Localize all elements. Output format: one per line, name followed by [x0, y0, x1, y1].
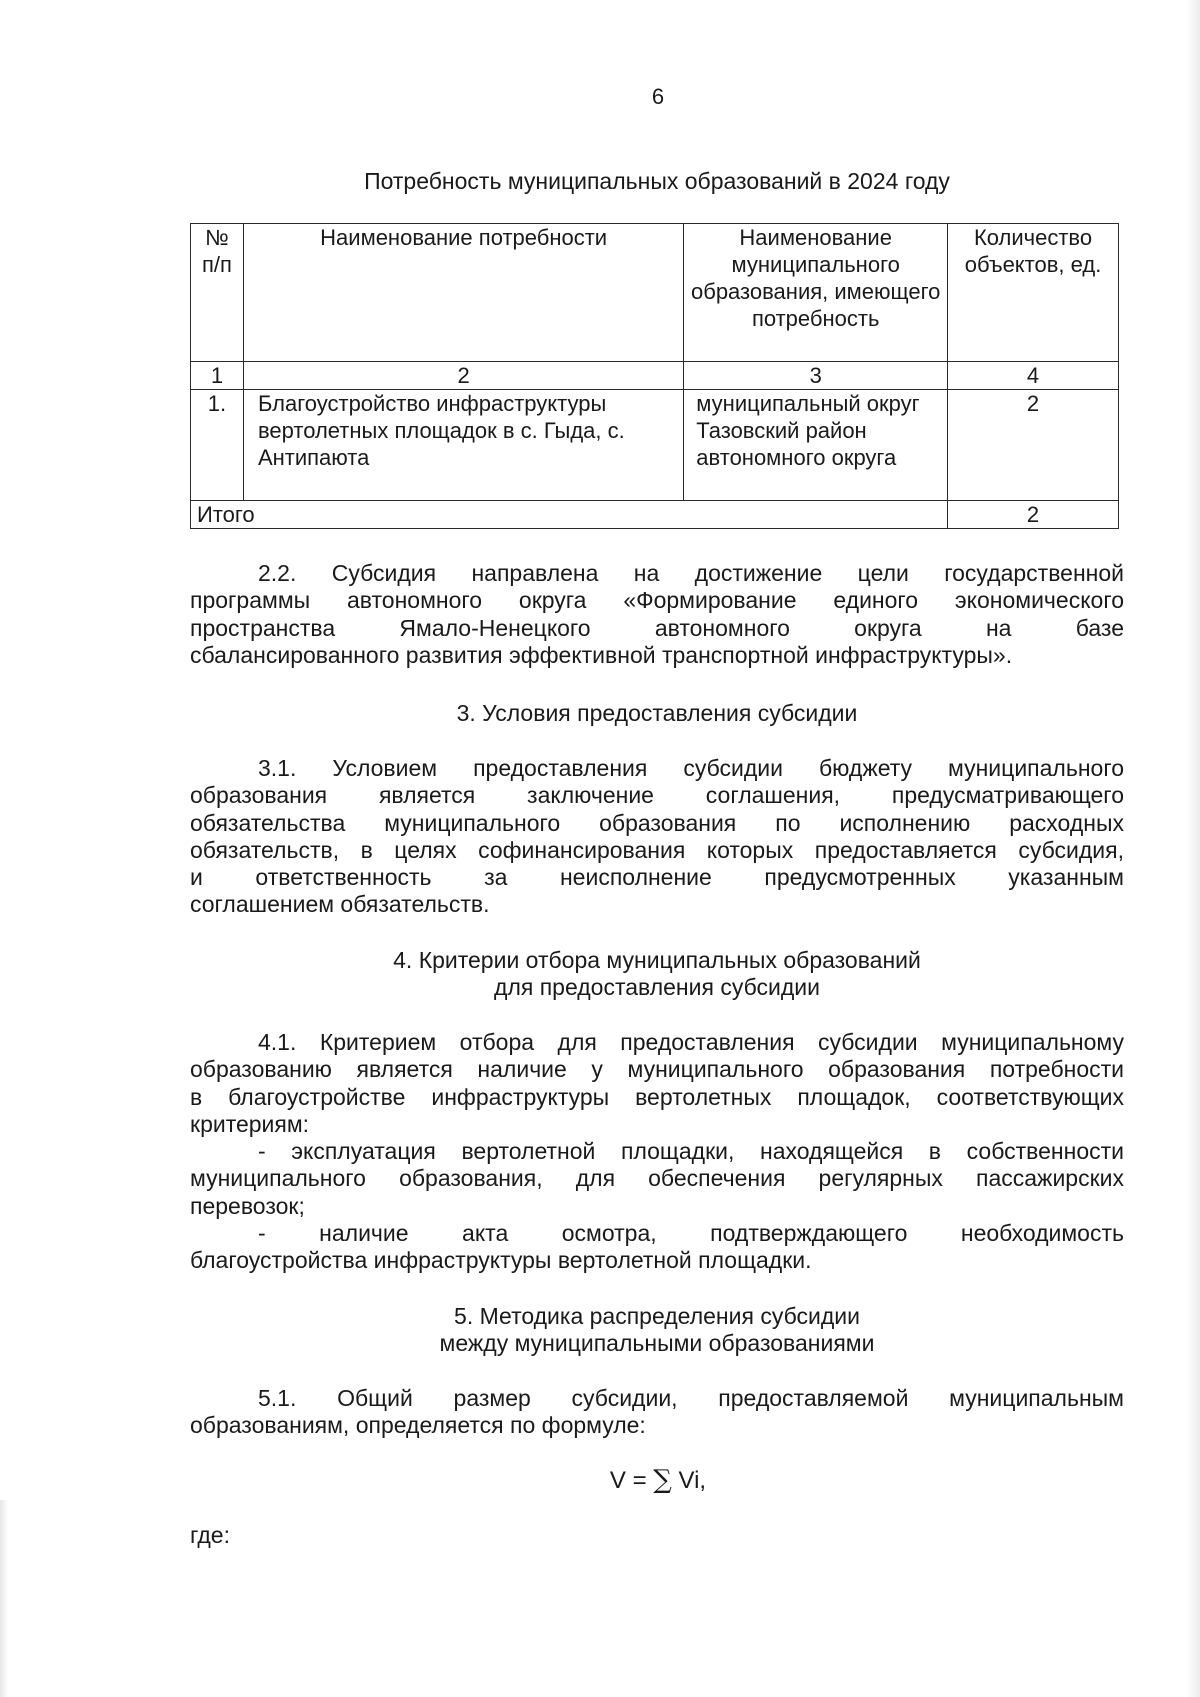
column-number-cell: 1	[191, 362, 244, 390]
table-row	[191, 390, 1119, 501]
table-title: Потребность муниципальных образований в 2024 году	[364, 168, 950, 194]
text-line: 2.2. Субсидия направлена на достижение цели государственной	[258, 560, 1124, 586]
formula	[0, 1465, 1200, 1495]
header-cell-need: Наименование потребности	[243, 224, 683, 362]
paragraph-3-1	[190, 755, 1124, 919]
row-need-cell: Благоустройство инфраструктуры вертолетных площадок в с. Гыда, с. Антипаюта	[243, 390, 683, 501]
header-cell-count: Количество объектов, ед.	[948, 224, 1119, 362]
row-number-cell: 1.	[191, 390, 244, 501]
page-edge-shadow-left	[0, 1500, 8, 1697]
text-line: критериям:	[190, 1110, 310, 1137]
column-number-cell: 3	[684, 362, 948, 390]
page-edge-shadow	[1186, 0, 1200, 1697]
text-line: соглашением обязательств.	[190, 891, 490, 918]
text-line: - эксплуатация вертолетной площадки, находящейся в собственности	[258, 1138, 1124, 1165]
section-4-heading	[190, 947, 1124, 1001]
text-line: образования является заключение соглашения, предусматривающего	[190, 782, 1124, 809]
formula-right: Vi,	[671, 1467, 707, 1494]
column-number-cell: 4	[948, 362, 1119, 390]
text-line: программы автономного округа «Формирование единого экономического	[190, 587, 1124, 614]
sigma-symbol: ∑	[653, 1465, 672, 1495]
header-cell-municipality: Наименование муниципального образования, имеющего потребность	[684, 224, 948, 362]
table-column-numbers-row	[191, 362, 1119, 390]
text-line: благоустройства инфраструктуры вертолетной площадки.	[190, 1247, 812, 1274]
text-line: перевозок;	[190, 1192, 305, 1219]
row-municipality-cell: муниципальный округ Тазовский район автономного округа	[684, 390, 948, 501]
text-line: 4.1. Критерием отбора для предоставления субсидии муниципальному	[258, 1029, 1124, 1055]
needs-table	[190, 223, 1119, 529]
row-count-cell: 2	[948, 390, 1119, 501]
paragraph-4-1	[190, 1029, 1124, 1275]
text-line: обязательств, в целях софинансирования которых предоставляется субсидия,	[190, 836, 1124, 863]
text-line: 5.1. Общий размер субсидии, предоставляемой муниципальным	[258, 1385, 1124, 1411]
text-line: где:	[190, 1522, 230, 1548]
text-line: пространства Ямало-Ненецкого автономного округа на базе	[190, 614, 1124, 641]
table-header-row	[191, 224, 1119, 362]
text-line: сбалансированного развития эффективной транспортной инфраструктуры».	[190, 641, 1013, 668]
text-line: муниципального образования, для обеспечения регулярных пассажирских	[190, 1165, 1124, 1192]
text-line: в благоустройстве инфраструктуры вертолетных площадок, соответствующих	[190, 1083, 1124, 1110]
text-line: обязательства муниципального образования по исполнению расходных	[190, 809, 1124, 836]
page-number: 6	[651, 84, 665, 109]
text-line: и ответственность за неисполнение предусмотренных указанным	[190, 864, 1124, 891]
text-line: образованию является наличие у муниципального образования потребности	[190, 1056, 1124, 1083]
total-value-cell: 2	[948, 501, 1119, 529]
formula-left: V =	[609, 1467, 654, 1494]
section-4-heading-line1: 4. Критерии отбора муниципальных образований	[393, 947, 921, 973]
section-5-heading-line1: 5. Методика распределения субсидии	[454, 1303, 860, 1329]
section-5-heading-line2: между муниципальными образованиями	[439, 1330, 875, 1356]
paragraph-2-2	[190, 560, 1124, 669]
section-3-heading: 3. Условия предоставления субсидии	[456, 700, 858, 726]
text-line: образованиям, определяется по формуле:	[190, 1412, 646, 1439]
section-5-heading	[190, 1303, 1124, 1357]
text-line: 3.1. Условием предоставления субсидии бюджету муниципального	[258, 755, 1124, 781]
table-total-row	[191, 501, 1119, 529]
column-number-cell: 2	[243, 362, 683, 390]
section-4-heading-line2: для предоставления субсидии	[494, 974, 820, 1000]
text-line: - наличие акта осмотра, подтверждающего необходимость	[258, 1220, 1124, 1247]
where-label	[190, 1522, 1124, 1549]
total-label-cell: Итого	[191, 501, 948, 529]
header-cell-number: № п/п	[191, 224, 244, 362]
paragraph-5-1	[190, 1385, 1124, 1440]
